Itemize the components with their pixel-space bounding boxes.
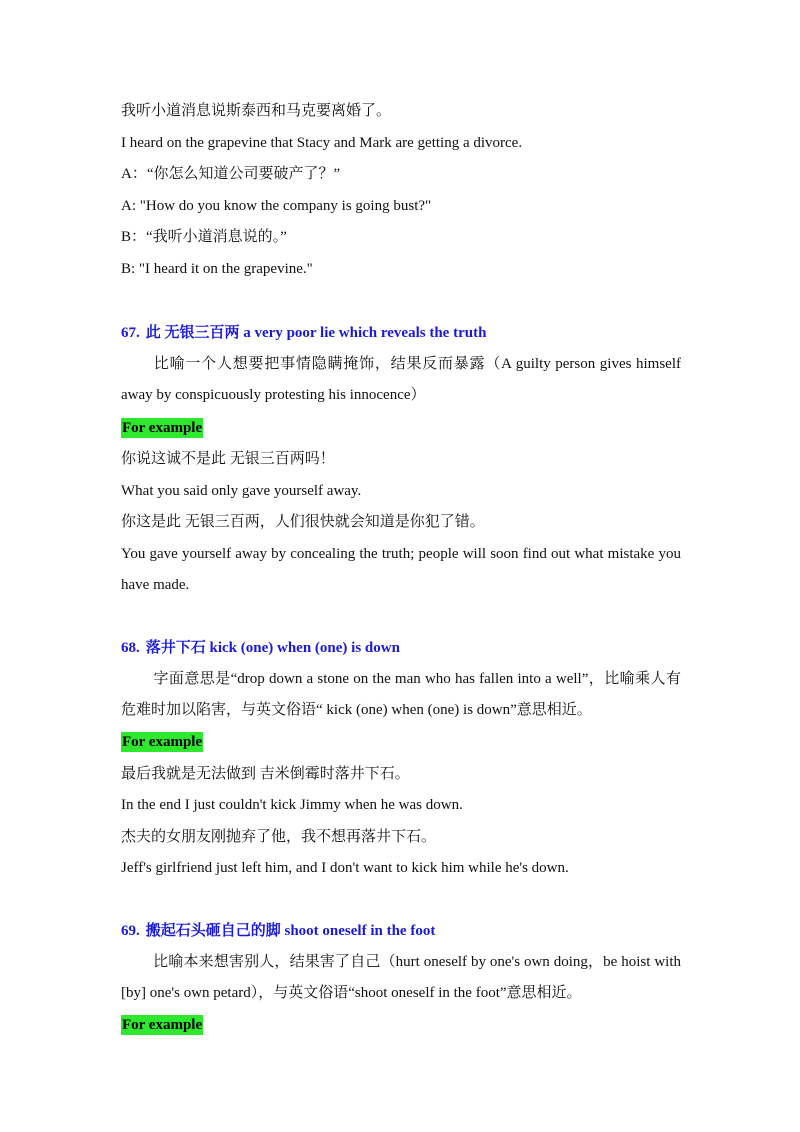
entry-explanation — [121, 664, 681, 727]
explanation-text: 比喻一个人想要把事情隐瞒掩饰，结果反而暴露（A guilty person gives himself away by conspicuously protesting his innocence） — [121, 356, 681, 404]
entry-heading — [121, 323, 486, 343]
intro-line: A：“你怎么知道公司要破产了？” — [121, 166, 341, 182]
entry-title: 此 无银三百两 a very poor lie which reveals the truth — [145, 325, 487, 341]
example-line: In the end I just couldn't kick Jimmy when he was down. — [121, 797, 463, 813]
intro-line: A: "How do you know the company is going bust?" — [121, 198, 432, 214]
entry-number: 69. — [121, 923, 140, 939]
example-label: For example — [122, 1017, 203, 1033]
example-line: 最后我就是无法做到 吉米倒霉时落井下石。 — [121, 766, 410, 782]
intro-line: B：“我听小道消息说的。” — [121, 229, 287, 245]
example-line: 你这是此 无银三百两，人们很快就会知道是你犯了错。 — [121, 514, 485, 530]
entry-heading — [121, 921, 435, 941]
entry-explanation — [121, 349, 681, 412]
intro-line: 我听小道消息说斯泰西和马克要离婚了。 — [121, 103, 392, 119]
example-line: You gave yourself away by concealing the truth; people will soon find out what mistake you have made. — [121, 546, 681, 594]
intro-line: I heard on the grapevine that Stacy and Mark are getting a divorce. — [121, 135, 523, 151]
intro-line: B: "I heard it on the grapevine." — [121, 261, 313, 277]
entry-explanation — [121, 947, 681, 1010]
entry-number: 67. — [121, 325, 140, 341]
example-line: What you said only gave yourself away. — [121, 483, 362, 499]
explanation-text: 字面意思是“drop down a stone on the man who has fallen into a well”，比喻乘人有危难时加以陷害，与英文俗语“ kick (one) when (one) is down”意思相近。 — [121, 671, 681, 719]
explanation-text: 比喻本来想害别人，结果害了自己（hurt oneself by one's own doing，be hoist with [by] one's own petard），与英文俗语“shoot oneself in the foot”意思相近。 — [121, 954, 681, 1002]
example-label: For example — [122, 734, 203, 750]
example-line: Jeff's girlfriend just left him, and I don't want to kick him while he's down. — [121, 860, 569, 876]
entry-title: 落井下石 kick (one) when (one) is down — [145, 640, 400, 656]
example-label: For example — [122, 420, 203, 436]
example-line: 你说这诚不是此 无银三百两吗！ — [121, 451, 335, 467]
entry-number: 68. — [121, 640, 140, 656]
entry-heading — [121, 638, 400, 658]
example-line: 杰夫的女朋友刚抛弃了他，我不想再落井下石。 — [121, 829, 437, 845]
entry-title: 搬起石头砸自己的脚 shoot oneself in the foot — [145, 923, 436, 939]
